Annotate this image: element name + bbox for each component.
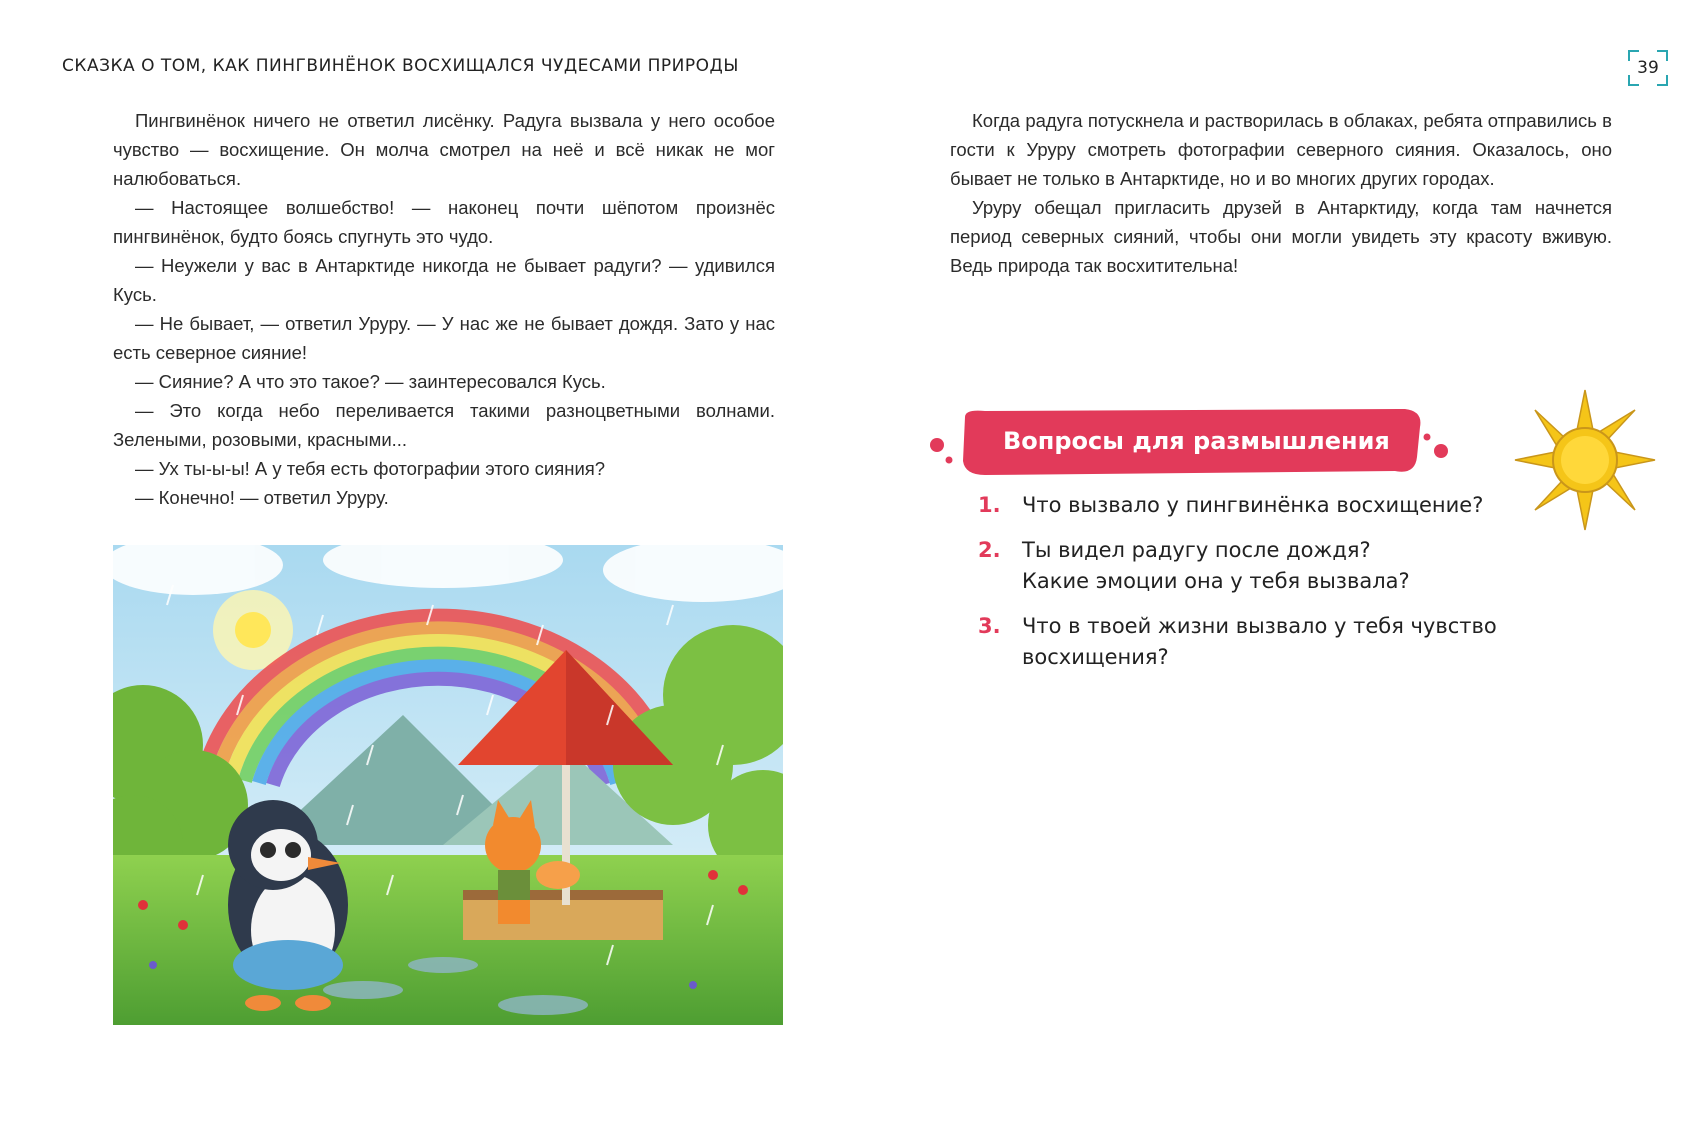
story-paragraph: — Настоящее волшебство! — наконец почти шёпотом произнёс пингвинёнок, будто боясь спугнуть это чудо. xyxy=(113,197,775,247)
corner-mark-icon xyxy=(1657,50,1668,61)
story-paragraph: — Сияние? А что это такое? — заинтересовался Кусь. xyxy=(135,371,606,392)
questions-list xyxy=(978,490,1638,687)
questions-title: Вопросы для размышления xyxy=(1003,427,1390,455)
question-number: 3. xyxy=(978,614,1001,638)
story-paragraph: Пингвинёнок ничего не ответил лисёнку. Радуга вызвала у него особое чувство — восхищение. Он молча смотрел на неё и всё никак не мог налюбоваться. xyxy=(113,110,775,189)
story-paragraph: — Не бывает, — ответил Уруру. — У нас же не бывает дождя. Зато у нас есть северное сияние! xyxy=(113,313,775,363)
question-line: Что в твоей жизни вызвало у тебя чувство восхищения? xyxy=(1022,614,1497,669)
corner-mark-icon xyxy=(1628,50,1639,61)
story-paragraph: — Неужели у вас в Антарктиде никогда не бывает радуги? — удивился Кусь. xyxy=(113,255,775,305)
running-header: СКАЗКА О ТОМ, КАК ПИНГВИНЁНОК ВОСХИЩАЛСЯ ЧУДЕСАМИ ПРИРОДЫ xyxy=(62,56,739,76)
story-paragraph: — Это когда небо переливается такими разноцветными волнами. Зелеными, розовыми, красными... xyxy=(113,400,775,450)
story-text-right xyxy=(950,106,1612,280)
question-number: 2. xyxy=(978,538,1001,562)
corner-mark-icon xyxy=(1628,75,1639,86)
question-number: 1. xyxy=(978,493,1001,517)
question-text xyxy=(1022,535,1410,597)
story-paragraph: Когда радуга потускнела и растворилась в облаках, ребята отправились в гости к Уруру смотреть фотографии северного сияния. Оказалось, оно бывает не только в Антарктиде, но и во многих других городах. xyxy=(950,110,1612,189)
meadow xyxy=(113,855,783,1025)
rainbow-illustration xyxy=(113,545,783,1025)
story-paragraph: — Ух ты-ы-ы! А у тебя есть фотографии этого сияния? xyxy=(135,458,606,479)
page-number-label: 39 xyxy=(1637,58,1659,78)
question-item xyxy=(978,490,1638,521)
questions-banner xyxy=(925,405,1455,485)
corner-mark-icon xyxy=(1657,75,1668,86)
question-line: Ты видел радугу после дождя? xyxy=(1022,538,1371,562)
story-paragraph: — Конечно! — ответил Уруру. xyxy=(135,487,389,508)
question-item xyxy=(978,535,1638,597)
question-item xyxy=(978,611,1638,673)
story-paragraph: Уруру обещал пригласить друзей в Антарктиду, когда там начнется период северных сияний, чтобы они могли увидеть эту красоту вживую. Ведь природа так восхитительна! xyxy=(950,197,1612,276)
question-text xyxy=(1022,611,1638,673)
question-line: Какие эмоции она у тебя вызвала? xyxy=(1022,569,1410,593)
question-text xyxy=(1022,490,1483,521)
story-text-left xyxy=(113,106,775,512)
page-number xyxy=(1628,50,1668,86)
question-line: Что вызвало у пингвинёнка восхищение? xyxy=(1022,493,1484,517)
